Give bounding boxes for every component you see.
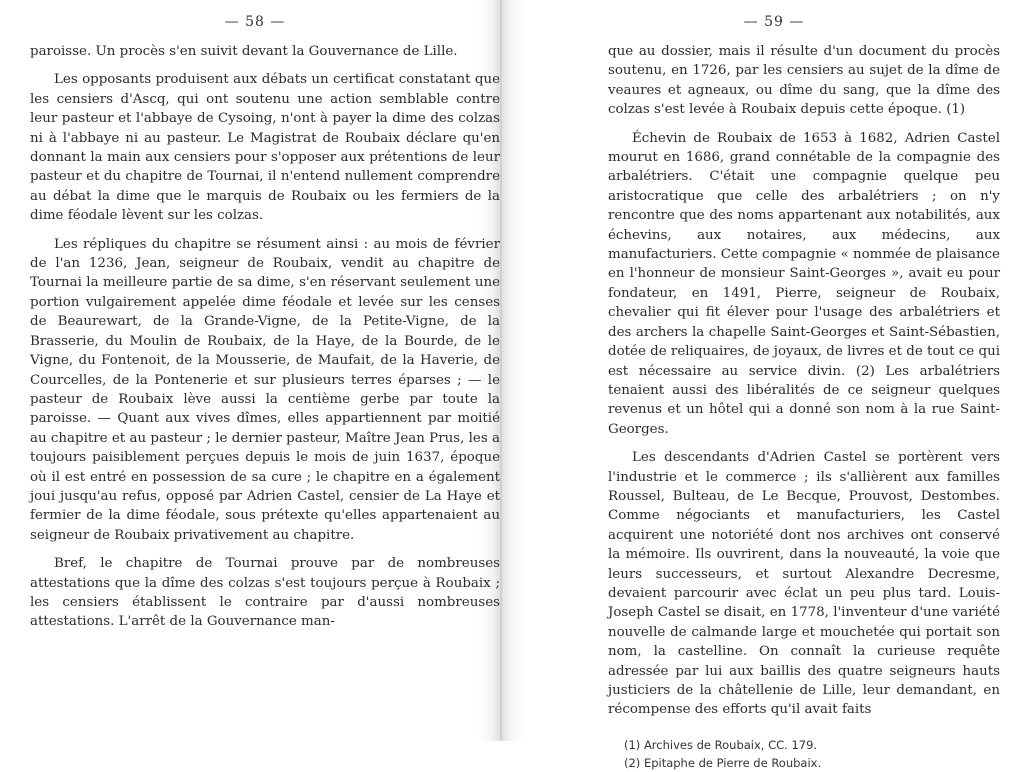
right-paragraph-3: Les descendants d'Adrien Castel se portèrent vers l'industrie et le commerce ; ils s'allièrent aux familles Roussel, Bulteau, de Le Becque, Prouvost, Destombes. Comme négociants et manufacturiers, les Castel acquirent une notoriété dont nos archives ont conservé la mémoire. Ils ouvrirent, dans la nouveauté, la voie que leurs successeurs, et surtout Alexandre Decresme, devaient parcourir avec éclat un peu plus tard. Louis-Joseph Castel se disait, en 1778, l'inventeur d'une variété nouvelle de calmande large et mouchetée qui portait son nom, la castelline. On connaît la curieuse requête adressée par lui aux baillis des quatre seigneurs hauts justiciers de la châtellenie de Lille, leur demandant, en récompense des efforts qu'il avait faits xyxy=(608,450,1000,718)
right-paragraph-2: Échevin de Roubaix de 1653 à 1682, Adrien Castel mourut en 1686, grand connétable de la compagnie des arbalétriers. C'était une compagnie quelque peu aristocratique que celle des arbalétriers ; on n'y rencontre que des noms appartenant aux notabilités, aux échevins, aux notaires, aux médecins, aux manufacturiers. Cette compagnie « nommée de plaisance en l'honneur de monsieur Saint-Georges », avait eu pour fondateur, en 1491, Pierre, seigneur de Roubaix, chevalier qui fit élever pour l'usage des arbalétriers et des archers la chapelle Saint-Georges et Saint-Sébastien, dotée de reliquaires, de joyaux, de livres et de tout ce qui est nécessaire au service divin. (2) Les arbalétriers tenaient aussi des libéralités de ce seigneur quelques revenus et un hôtel qui a donné son nom à la rue Saint-Georges. xyxy=(608,130,1000,437)
footnotes xyxy=(608,736,1000,772)
left-paragraph-2: Les opposants produisent aux débats un certificat constatant que les censiers d'Ascq, qui ont soutenu une action semblable contre leur pasteur et l'abbaye de Cysoing, n'ont à payer la dime des colzas ni à l'abbaye ni au pasteur. Le Magistrat de Roubaix déclare qu'en donnant la main aux censiers pour s'opposer aux prétentions de leur pasteur et du chapitre de Tournai, il n'entend nullement comprendre au débat la dime que le marquis de Roubaix ou les fermiers de la dime féodale lèvent sur les colzas. xyxy=(30,72,500,224)
footnote-1: (1) Archives de Roubaix, CC. 179. xyxy=(624,737,818,752)
left-paragraph-3: Les répliques du chapitre se résument ainsi : au mois de février de l'an 1236, Jean, seigneur de Roubaix, vendit au chapitre de Tournai la meilleure partie de sa dime, s'en réservant seulement une portion vulgairement appelée dime féodale et levée sur les censes de Beaurewart, de la Grande-Vigne, de la Petite-Vigne, de la Brasserie, du Moulin de Roubaix, de la Haye, de la Bourde, de le Vigne, du Fontenoit, de la Mousserie, de Maufait, de la Haverie, de Courcelles, de la Pontenerie et sur plusieurs terres éparses ; — le pasteur de Roubaix lève aussi la centième gerbe par toute la paroisse. — Quant aux vives dîmes, elles appartiennent par moitié au chapitre et au pasteur ; le dernier pasteur, Maître Jean Prus, les a toujours paisiblement perçues depuis le mois de juin 1637, époque où il est entré en possession de sa cure ; le chapitre en a également joui jusqu'au refus, opposé par Adrien Castel, censier de La Haye et fermier de la dime féodale, sous prétexte qu'elles appartenaient au seigneur de Roubaix privativement au chapitre. xyxy=(30,236,500,543)
page-number-left: — 58 — xyxy=(224,14,286,30)
left-page xyxy=(0,0,508,741)
left-paragraph-4: Bref, le chapitre de Tournai prouve par de nombreuses attestations que la dîme des colzas s'est toujours perçue à Roubaix ; les censiers établissent le contraire par d'aussi nombreuses attestations. L'arrêt de la Gouvernance man- xyxy=(30,556,500,630)
right-paragraph-1: que au dossier, mais il résulte d'un document du procès soutenu, en 1726, par les censiers au sujet de la dîme de veaures et agneaux, ou dîme du sang, que la dîme des colzas s'est levée à Roubaix depuis cette époque. (1) xyxy=(608,44,1000,118)
left-paragraph-1: paroisse. Un procès s'en suivit devant la Gouvernance de Lille. xyxy=(30,44,458,59)
footnote-2: (2) Epitaphe de Pierre de Roubaix. xyxy=(624,755,822,770)
right-page xyxy=(512,0,1024,770)
page-number-right: — 59 — xyxy=(743,14,805,30)
